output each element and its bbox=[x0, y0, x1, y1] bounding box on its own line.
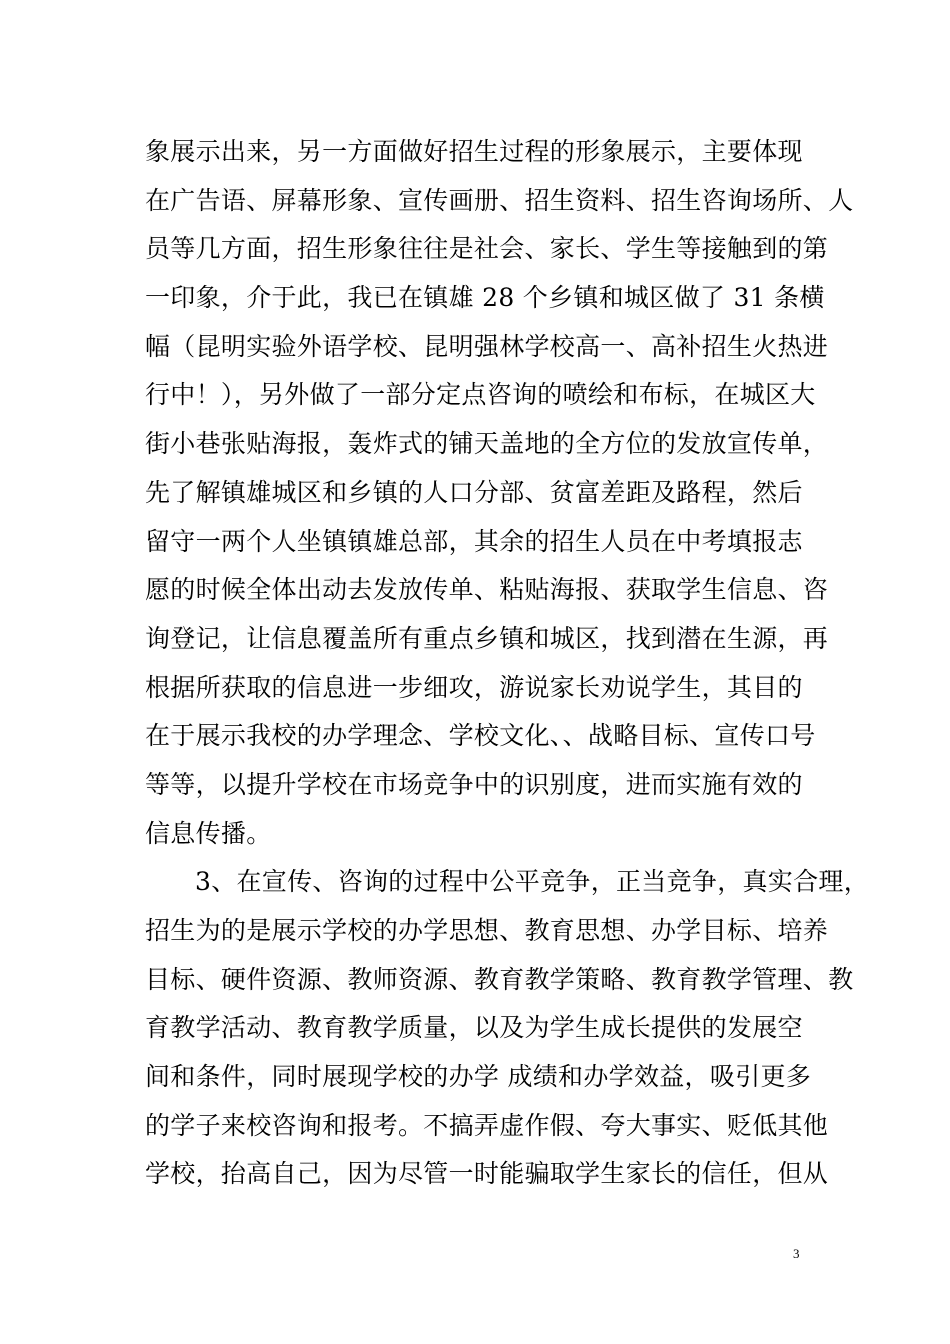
text-line: 先了解镇雄城区和乡镇的人口分部、贫富差距及路程，然后 bbox=[145, 477, 803, 507]
text-line: 在于展示我校的办学理念、学校文化、、战略目标、宣传口号 bbox=[145, 721, 816, 751]
body-text bbox=[145, 128, 870, 1199]
text-line: 的学子来校咨询和报考。不搞弄虚作假、夸大事实、贬低其他 bbox=[145, 1110, 829, 1140]
text-line: 等等，以提升学校在市场竞争中的识别度，进而实施有效的 bbox=[145, 769, 803, 799]
text-line: 象展示出来，另一方面做好招生过程的形象展示，主要体现 bbox=[145, 137, 803, 166]
text-line: 行中！），另外做了一部分定点咨询的喷绘和布标，在城区大 bbox=[145, 380, 816, 410]
text-line: 间和条件，同时展现学校的办学 成绩和办学效益，吸引更多 bbox=[145, 1062, 812, 1092]
text-line: 留守一两个人坐镇镇雄总部，其余的招生人员在中考填报志 bbox=[145, 526, 803, 556]
paragraph-start-line: 3、在宣传、咨询的过程中公平竞争，正当竞争，真实合理， bbox=[195, 867, 870, 897]
text-line: 根据所获取的信息进一步细攻，游说家长劝说学生，其目的 bbox=[145, 672, 803, 702]
text-line: 育教学活动、教育教学质量，以及为学生成长提供的发展空 bbox=[145, 1013, 803, 1043]
text-line: 在广告语、屏幕形象、宣传画册、招生资料、招生咨询场所、人 bbox=[145, 185, 854, 215]
page-number: 3 bbox=[793, 1246, 800, 1261]
text-line: 信息传播。 bbox=[145, 818, 272, 848]
text-line: 员等几方面，招生形象往往是社会、家长、学生等接触到的第 bbox=[145, 234, 829, 264]
text-line: 学校，抬高自己，因为尽管一时能骗取学生家长的信任，但从 bbox=[145, 1159, 829, 1189]
text-line: 一印象，介于此，我已在镇雄 28 个乡镇和城区做了 31 条横 bbox=[145, 283, 825, 313]
text-line: 目标、硬件资源、教师资源、教育教学策略、教育教学管理、教 bbox=[145, 964, 854, 994]
text-line: 幅（昆明实验外语学校、昆明强林学校高一、高补招生火热进 bbox=[145, 331, 829, 361]
text-line: 询登记，让信息覆盖所有重点乡镇和城区，找到潜在生源，再 bbox=[145, 623, 829, 653]
text-line: 愿的时候全体出动去发放传单、粘贴海报、获取学生信息、咨 bbox=[145, 575, 829, 605]
text-line: 招生为的是展示学校的办学思想、教育思想、办学目标、培养 bbox=[145, 916, 829, 945]
text-line: 街小巷张贴海报，轰炸式的铺天盖地的全方位的发放宣传单， bbox=[145, 429, 829, 459]
